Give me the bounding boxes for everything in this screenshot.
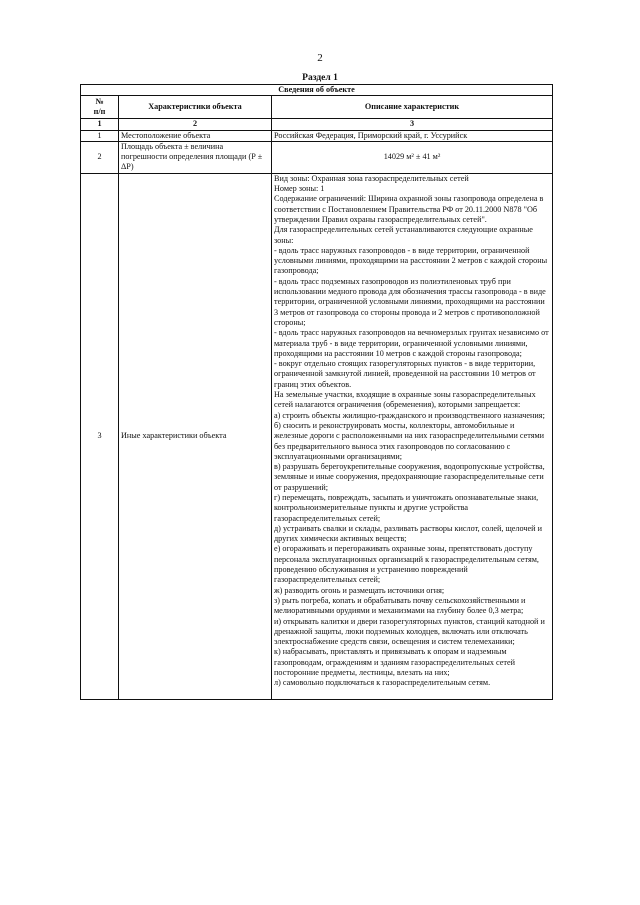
description-line: з) рыть погреба, копать и обрабатывать почву сельскохозяйственными и мелиоративными орудиями и механизмами на глубину более 0,3 метра; <box>274 595 526 616</box>
row-value: 14029 м² ± 41 м² <box>272 141 553 173</box>
row-name: Иные характеристики объекта <box>119 173 272 699</box>
header-description: Описание характеристик <box>272 96 553 119</box>
description-line: а) строить объекты жилищно-гражданского и производственного назначения; <box>274 410 545 420</box>
header-characteristics: Характеристики объекта <box>119 96 272 119</box>
description-line: Содержание ограничений: Ширина охранной зоны газопровода определена в соответствии с Постановлением Правительства РФ от 20.11.2000 N878 "Об утверждении Правил охраны газораспределительных сетей". <box>274 194 544 224</box>
description-line: б) сносить и реконструировать мосты, коллекторы, автомобильные и железные дороги с расположенными на них газораспределительными сетями без предварительного выноса этих газопроводов по согласованию с эксплуатационными организациями; <box>274 420 545 461</box>
table-row <box>81 141 553 173</box>
header-num: № п/п <box>81 96 119 119</box>
description-line: Вид зоны: Охранная зона газораспределительных сетей <box>274 173 469 183</box>
row-description <box>272 173 553 699</box>
description-line: - вокруг отдельно стоящих газорегуляторных пунктов - в виде территории, ограниченной замкнутой линией, проведенной на расстоянии 10 метров от границ этих объектов. <box>274 359 536 389</box>
description-line: - вдоль трасс подземных газопроводов из полиэтиленовых труб при использовании медного провода для обозначения трассы газопровода - в виде территории, ограниченной условными линиями, проходящими на расстоянии 3 метров от газопровода со стороны провода и 2 метров с противоположной стороны; <box>274 276 546 327</box>
index-row <box>81 119 553 130</box>
description-line: - вдоль трасс наружных газопроводов на вечномерзлых грунтах независимо от материала труб - в виде территории, ограниченной условными линиями, проходящими на расстоянии 10 метров с каждой стороны газопровода; <box>274 328 549 358</box>
index-cell: 3 <box>272 119 553 130</box>
description-line: На земельные участки, входящие в охранные зоны газораспределительных сетей налагаются ограничения (обременения), которыми запрещается: <box>274 390 536 410</box>
row-number: 2 <box>81 141 119 173</box>
table-row <box>81 130 553 141</box>
description-line: к) набрасывать, приставлять и привязывать к опорам и надземным газопроводам, ограждениям и зданиям газораспределительных сетей посторонние предметы, лестницы, влезать на них; <box>274 647 515 678</box>
row-value: Российская Федерация, Приморский край, г. Уссурийск <box>272 130 553 141</box>
description-spacer <box>274 689 550 699</box>
header-row <box>81 96 553 119</box>
page-number: 2 <box>317 52 323 64</box>
description-line: и) открывать калитки и двери газорегуляторных пунктов, станций катодной и дренажной защиты, люки подземных колодцев, включать или отключать электроснабжение средств связи, освещения и систем телемеханики; <box>274 616 545 647</box>
table-row <box>81 173 553 699</box>
table-title-row <box>81 85 553 96</box>
description-line: е) огораживать и перегораживать охранные зоны, препятствовать доступу персонала эксплуатационных организаций к газораспределительным сетям, проведению обслуживания и устранению повреждений газораспределительных сетей; <box>274 544 539 585</box>
description-line: ж) разводить огонь и размещать источники огня; <box>274 585 445 595</box>
row-number: 1 <box>81 130 119 141</box>
row-name: Площадь объекта ± величина погрешности определения площади (Р ± ΔР) <box>119 141 272 173</box>
description-line: г) перемещать, повреждать, засыпать и уничтожать опознавательные знаки, контрольноизмерительные пункты и другие устройства газораспределительных сетей; <box>274 492 539 523</box>
row-number: 3 <box>81 173 119 699</box>
section-title: Раздел 1 <box>302 73 338 83</box>
index-cell: 1 <box>81 119 119 130</box>
table-title: Сведения об объекте <box>81 85 553 96</box>
description-line: д) устраивать свалки и склады, разливать растворы кислот, солей, щелочей и других химически активных веществ; <box>274 523 542 544</box>
description-line: л) самовольно подключаться к газораспределительным сетям. <box>274 678 491 688</box>
description-line: в) разрушать берегоукрепительные сооружения, водопропускные устройства, земляные и иные сооружения, предохраняющие газораспределительные сети от разрушений; <box>274 462 545 492</box>
description-line: Для газораспределительных сетей устанавливаются следующие охранные зоны: <box>274 225 533 245</box>
index-cell: 2 <box>119 119 272 130</box>
object-info-table <box>80 84 553 700</box>
description-line: - вдоль трасс наружных газопроводов - в виде территории, ограниченной условными линиями, проходящими на расстоянии 2 метров с каждой стороны газопровода; <box>274 245 548 276</box>
row-name: Местоположение объекта <box>119 130 272 141</box>
description-line: Номер зоны: 1 <box>274 184 325 194</box>
